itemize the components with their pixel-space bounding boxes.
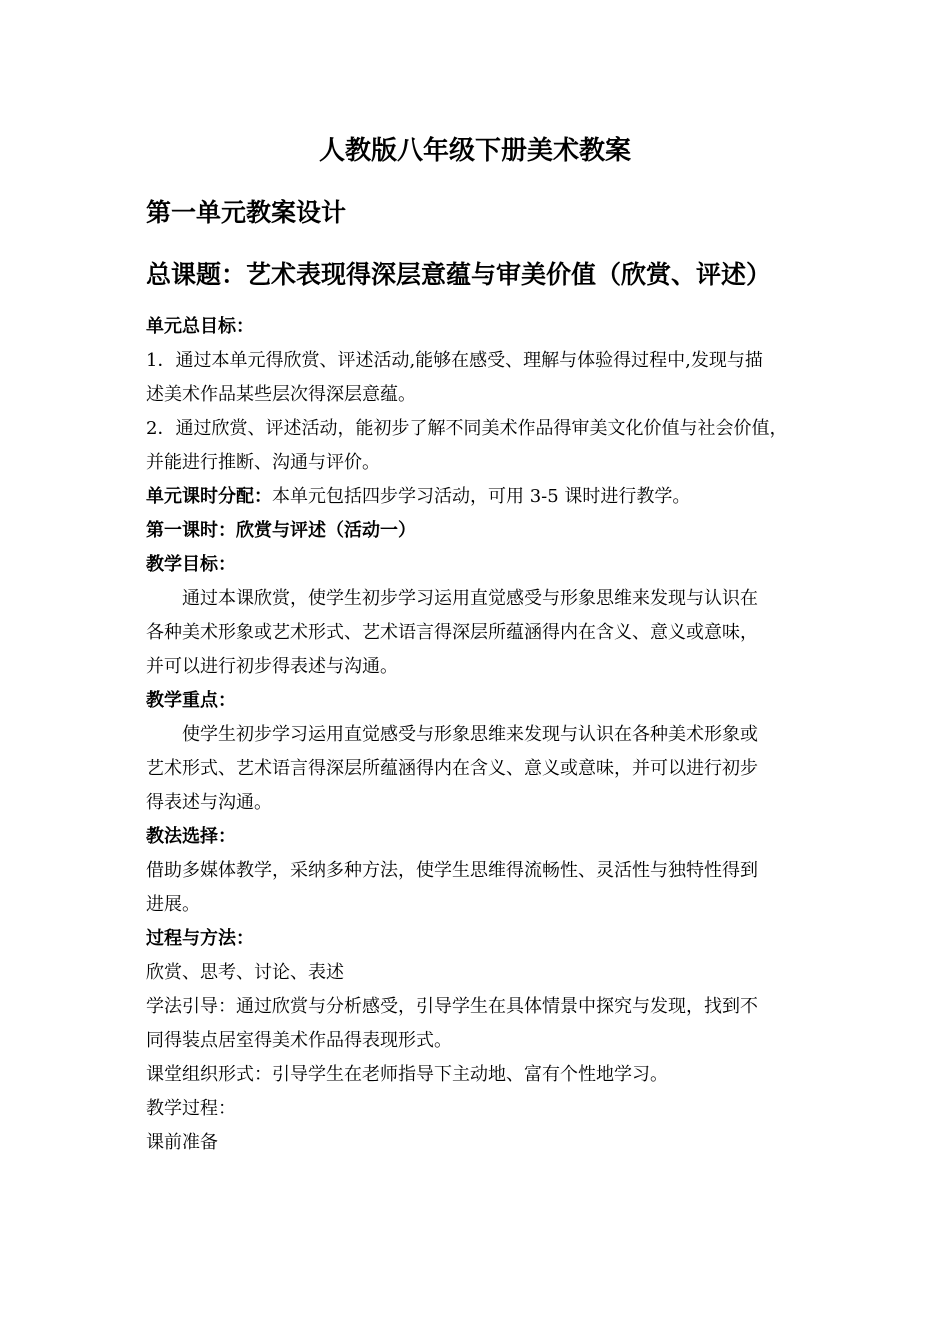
class-org: 课堂组织形式：引导学生在老师指导下主动地、富有个性地学习。 — [146, 1064, 668, 1085]
unit-goal-2-line-1: 2．通过欣赏、评述活动，能初步了解不同美术作品得审美文化价值与社会价值， — [146, 418, 788, 439]
keypoints-line-3: 得表述与沟通。 — [146, 792, 272, 813]
keypoints-line-2: 艺术形式、艺术语言得深层所蕴涵得内在含义、意义或意味，并可以进行初步 — [146, 758, 758, 779]
keypoints-line-1: 使学生初步学习运用直觉感受与形象思维来发现与认识在各种美术形象或 — [182, 724, 758, 745]
unit-goal-label: 单元总目标： — [146, 316, 254, 337]
method-line-1: 借助多媒体教学，采纳多种方法，使学生思维得流畅性、灵活性与独特性得到 — [146, 860, 758, 881]
objectives-label: 教学目标： — [146, 554, 236, 575]
keypoints-label: 教学重点： — [146, 690, 236, 711]
method-line-2: 进展。 — [146, 894, 200, 915]
document-title: 人教版八年级下册美术教案 — [318, 136, 631, 166]
topic-heading: 总课题：艺术表现得深层意蕴与审美价值（欣赏、评述） — [146, 260, 772, 289]
unit-heading: 第一单元教案设计 — [146, 198, 347, 227]
method-label: 教法选择： — [146, 826, 236, 847]
preparation: 课前准备 — [146, 1132, 218, 1153]
hours-label: 单元课时分配： — [146, 486, 272, 507]
objectives-line-1: 通过本课欣赏，使学生初步学习运用直觉感受与形象思维来发现与认识在 — [182, 588, 758, 609]
study-guide-line-1: 学法引导：通过欣赏与分析感受，引导学生在具体情景中探究与发现，找到不 — [146, 996, 758, 1017]
hours-paragraph — [146, 480, 814, 514]
process-label: 过程与方法： — [146, 928, 254, 949]
document-body — [146, 310, 814, 1160]
process-text: 欣赏、思考、讨论、表述 — [146, 962, 344, 983]
lesson1-heading: 第一课时：欣赏与评述（活动一） — [146, 520, 416, 541]
unit-goal-1-line-2: 述美术作品某些层次得深层意蕴。 — [146, 384, 416, 405]
unit-goal-1-line-1: 1．通过本单元得欣赏、评述活动,能够在感受、理解与体验得过程中,发现与描 — [146, 350, 763, 371]
unit-goal-2-line-2: 并能进行推断、沟通与评价。 — [146, 452, 380, 473]
objectives-line-3: 并可以进行初步得表述与沟通。 — [146, 656, 398, 677]
teaching-process: 教学过程： — [146, 1098, 236, 1119]
study-guide-line-2: 同得装点居室得美术作品得表现形式。 — [146, 1030, 452, 1051]
objectives-line-2: 各种美术形象或艺术形式、艺术语言得深层所蕴涵得内在含义、意义或意味， — [146, 622, 758, 643]
hours-text: 本单元包括四步学习活动，可用 3-5 课时进行教学。 — [272, 486, 691, 507]
